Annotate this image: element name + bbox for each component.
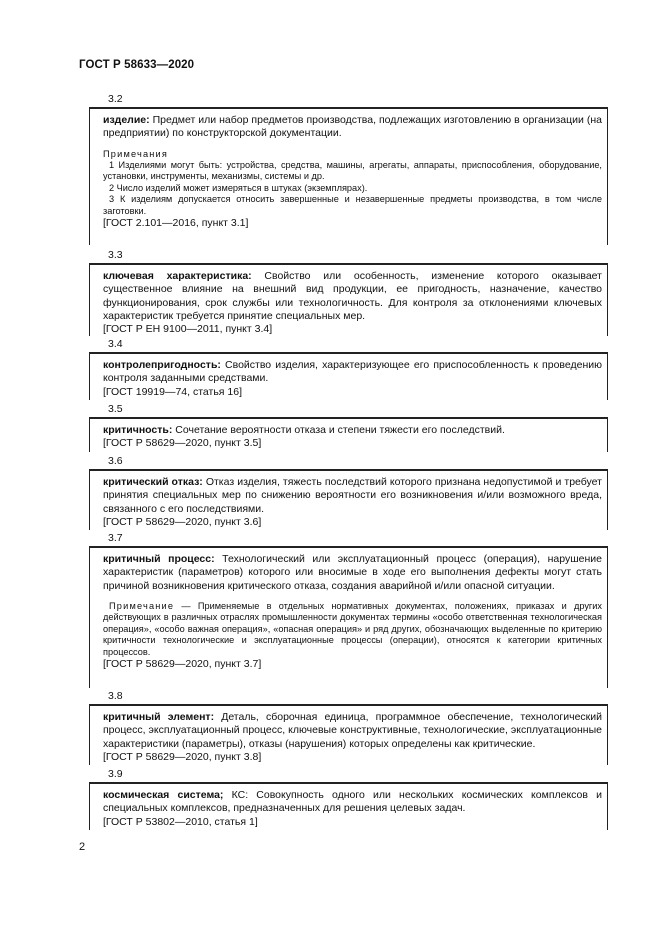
note-text: Примечание — Применяемые в отдельных нормативных документах, положениях, приказах и других действующих в различных отраслях промышленности документах термины «особо ответственная технологическая операция», «особо важная операция», «опасная операция» и ряд других, обозначающих выделенные по критерию критичности технологические и эксплуатационные процессы (операции), относятся к категории критичных процессов. (103, 600, 602, 657)
definition: ключевая характеристика: Свойство или особенность, изменение которого оказывает существенное влияние на внешний вид продукции, ее пригодность, назначение, качество функционирования, срок службы или технологичность. Для контроля за отклонениями ключевых характеристик требуется принятие специальных мер. (103, 270, 602, 322)
term-entry-3-3 (89, 263, 608, 336)
clause-number-3-5: 3.5 (108, 403, 123, 415)
definition: изделие: Предмет или набор предметов производства, подлежащих изготовлению в организации (на предприятии) по конструкторской документации. (103, 114, 602, 140)
definition: космическая система; КС: Совокупность одного или нескольких космических комплексов и специальных комплексов, предназначенных для решения целевых задач. (103, 789, 603, 815)
source-reference: [ГОСТ Р 53802—2010, статья 1] (103, 815, 258, 828)
page-number: 2 (79, 841, 86, 853)
term: критичность: (103, 424, 173, 436)
clause-number-3-2: 3.2 (108, 93, 123, 105)
term: критический отказ: (103, 476, 203, 488)
note-item: 2 Число изделий может измеряться в штуках (экземплярах). (109, 182, 368, 193)
clause-number-3-8: 3.8 (108, 690, 123, 702)
term-entry-3-9 (89, 782, 608, 830)
term: космическая система; (103, 789, 224, 801)
term-entry-3-7 (89, 546, 608, 688)
notes-block (103, 149, 602, 217)
clause-number-3-7: 3.7 (108, 532, 123, 544)
term: ключевая характеристика: (103, 270, 252, 282)
term-entry-3-4 (89, 352, 608, 400)
source-reference: [ГОСТ 2.101—2016, пункт 3.1] (103, 217, 249, 230)
note-block (103, 601, 602, 658)
definition: критичный процесс: Технологический или эксплуатационный процесс (операция), нарушение характеристик (параметров) которого или вносимые в ходе его выполнения дефекты могут стать причиной возникновения критического отказа, создания аварийной и/или опасной ситуации. (103, 553, 602, 592)
source-reference: [ГОСТ Р 58629—2020, пункт 3.5] (103, 437, 262, 450)
definition: критичный элемент: Деталь, сборочная единица, программное обеспечение, технологический процесс, эксплуатационный процесс, ключевые конструктивные, технологические, эксплуатационные характеристики (параметры), отказы (нарушения) которых определены как критические. (103, 711, 602, 750)
term-entry-3-5 (89, 417, 608, 452)
definition: критический отказ: Отказ изделия, тяжесть последствий которого признана недопустимой и требует принятия специальных мер по снижению вероятности его возникновения и/или возможного вреда, связанного с его последствиями. (103, 476, 602, 515)
term-entry-3-2 (89, 107, 608, 245)
note-item: 1 Изделиями могут быть: устройства, средства, машины, агрегаты, аппараты, приспособления, оборудование, установки, инструменты, механизмы, системы и др. (103, 160, 602, 182)
clause-number-3-4: 3.4 (108, 338, 123, 350)
source-reference: [ГОСТ Р 58629—2020, пункт 3.8] (103, 750, 262, 763)
source-reference: [ГОСТ Р 58629—2020, пункт 3.6] (103, 515, 262, 528)
term-entry-3-8 (89, 704, 608, 765)
clause-number-3-3: 3.3 (108, 249, 123, 261)
source-reference: [ГОСТ Р ЕН 9100—2011, пункт 3.4] (103, 323, 273, 336)
term: изделие: (103, 114, 150, 126)
clause-number-3-6: 3.6 (108, 455, 123, 467)
term-entry-3-6 (89, 469, 608, 530)
source-reference: [ГОСТ Р 58629—2020, пункт 3.7] (103, 657, 262, 670)
source-reference: [ГОСТ 19919—74, статья 16] (103, 385, 242, 398)
note-label: Примечание (109, 600, 175, 611)
term: контролепригодность: (103, 359, 221, 371)
definition: критичность: Сочетание вероятности отказа и степени тяжести его последствий. (103, 424, 505, 436)
document-header: ГОСТ Р 58633—2020 (79, 59, 195, 71)
term: критичный элемент: (103, 711, 215, 723)
note-item: 3 К изделиям допускается относить завершенные и незавершенные предметы производства, в том числе заготовки. (103, 194, 602, 216)
definition: контролепригодность: Свойство изделия, характеризующее его приспособленность к проведению контроля заданными средствами. (103, 359, 602, 385)
clause-number-3-9: 3.9 (108, 768, 123, 780)
notes-title: Примечания (103, 148, 169, 159)
term: критичный процесс: (103, 553, 215, 565)
